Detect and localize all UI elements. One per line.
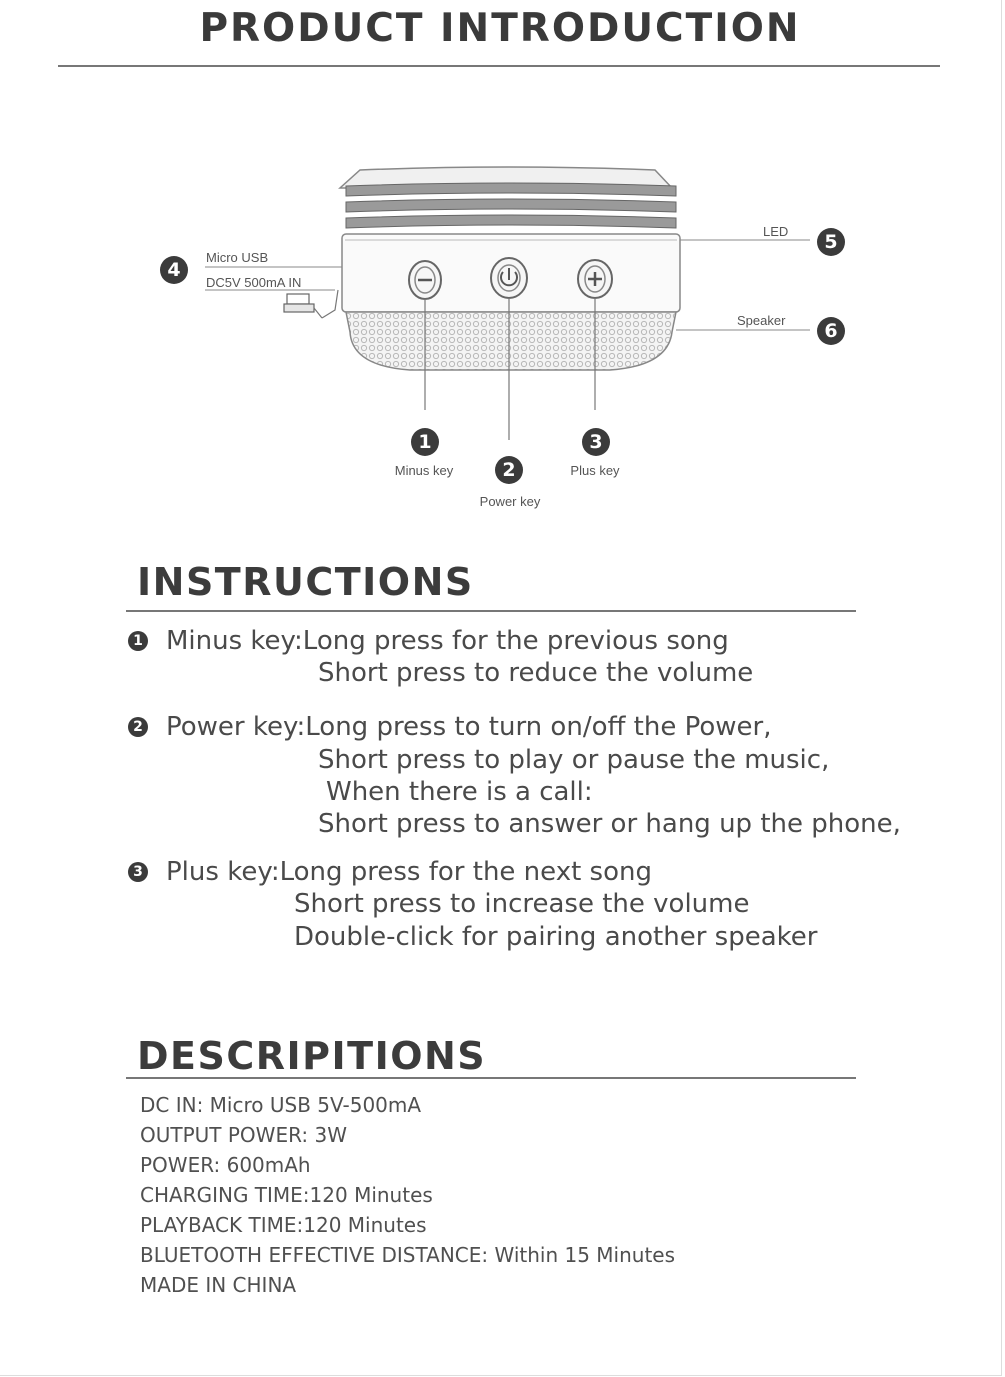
descriptions-title: DESCRIPITIONS bbox=[137, 1034, 487, 1078]
callout-badge-3: 3 bbox=[582, 428, 610, 456]
spec-output-power: OUTPUT POWER: 3W bbox=[140, 1123, 347, 1147]
spec-playback-time: PLAYBACK TIME:120 Minutes bbox=[140, 1213, 427, 1237]
minus-instruction-line-2: Short press to reduce the volume bbox=[318, 658, 754, 688]
minus-instruction-line-1: Minus key:Long press for the previous song bbox=[166, 626, 729, 656]
plus-instruction-line-1: Plus key:Long press for the next song bbox=[166, 857, 652, 887]
instruction-badge-1: 1 bbox=[128, 631, 148, 651]
spec-dc-in: DC IN: Micro USB 5V-500mA bbox=[140, 1093, 422, 1117]
spec-battery: POWER: 600mAh bbox=[140, 1153, 311, 1177]
callout-badge-4: 4 bbox=[160, 256, 188, 284]
led-label: LED bbox=[763, 224, 789, 239]
instruction-badge-3: 3 bbox=[128, 862, 148, 882]
product-diagram bbox=[0, 0, 1005, 520]
power-instruction-line-3: When there is a call: bbox=[326, 777, 593, 807]
power-instruction-line-1: Power key:Long press to turn on/off the Power, bbox=[166, 712, 772, 742]
minus-key-label: Minus key bbox=[394, 463, 454, 478]
plus-instruction-line-3: Double-click for pairing another speaker bbox=[294, 922, 818, 952]
instruction-badge-2: 2 bbox=[128, 717, 148, 737]
power-instruction-line-4: Short press to answer or hang up the phone, bbox=[318, 809, 901, 839]
plus-key-label: Plus key bbox=[570, 463, 620, 478]
callout-badge-2: 2 bbox=[495, 456, 523, 484]
page-title: PRODUCT INTRODUCTION bbox=[199, 6, 801, 51]
spec-origin: MADE IN CHINA bbox=[140, 1273, 297, 1297]
spec-charging-time: CHARGING TIME:120 Minutes bbox=[140, 1183, 433, 1207]
spec-bluetooth-distance: BLUETOOTH EFFECTIVE DISTANCE: Within 15 Minutes bbox=[140, 1243, 676, 1267]
power-instruction-line-2: Short press to play or pause the music, bbox=[318, 745, 830, 775]
callout-badge-6: 6 bbox=[817, 317, 845, 345]
spec-list bbox=[140, 1090, 675, 1300]
descriptions-divider bbox=[126, 1077, 856, 1079]
callout-badge-1: 1 bbox=[411, 428, 439, 456]
micro-usb-label: Micro USB bbox=[206, 250, 269, 265]
plus-instruction-line-2: Short press to increase the volume bbox=[294, 889, 750, 919]
power-key-label: Power key bbox=[479, 494, 541, 509]
speaker-label: Speaker bbox=[737, 313, 786, 328]
callout-badge-5: 5 bbox=[817, 228, 845, 256]
speaker-illustration bbox=[0, 0, 1005, 520]
dc-input-label: DC5V 500mA IN bbox=[206, 275, 302, 290]
instructions-title: INSTRUCTIONS bbox=[137, 560, 474, 604]
instructions-divider bbox=[126, 610, 856, 612]
